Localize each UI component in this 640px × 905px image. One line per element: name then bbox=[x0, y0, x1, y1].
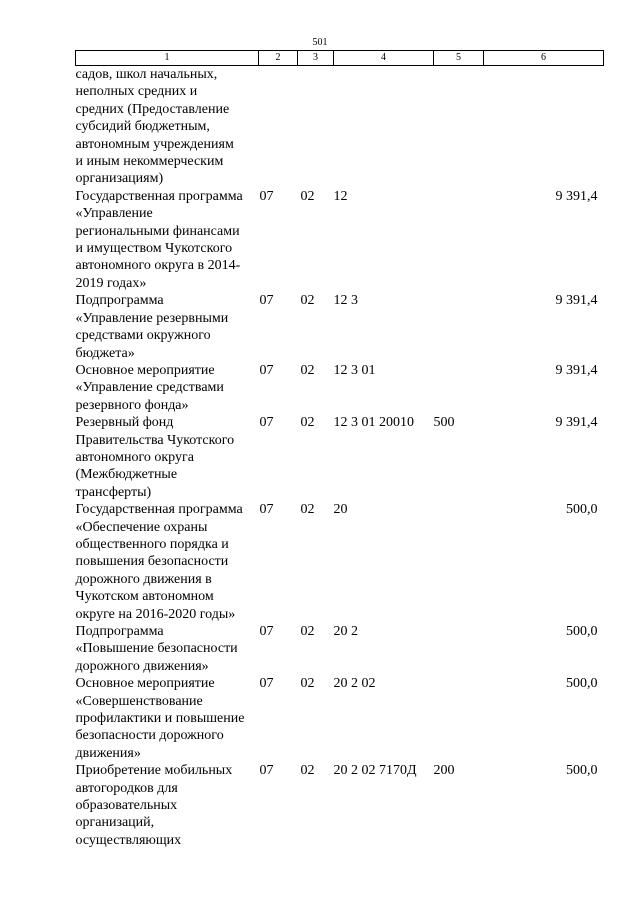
row-expense-type bbox=[434, 675, 484, 762]
row-expense-type bbox=[434, 66, 484, 188]
table-row bbox=[76, 675, 604, 762]
row-subsection-code: 02 bbox=[300, 188, 315, 204]
row-expense-type bbox=[434, 188, 484, 292]
table-row bbox=[76, 362, 604, 414]
row-expense-type: 200 bbox=[433, 763, 455, 779]
row-amount: 500,0 bbox=[566, 763, 598, 779]
row-amount: 9 391,4 bbox=[555, 415, 598, 431]
column-header: 1 bbox=[76, 51, 259, 66]
row-target-code: 20 2 02 bbox=[333, 676, 376, 692]
row-name: Резервный фонд Правительства Чукотского автономного округа (Межбюджетные трансферты) bbox=[75, 415, 235, 500]
row-target-code bbox=[334, 66, 434, 188]
row-subsection-code: 02 bbox=[300, 362, 315, 378]
row-amount: 500,0 bbox=[566, 502, 598, 518]
row-amount: 9 391,4 bbox=[555, 362, 598, 378]
row-amount: 9 391,4 bbox=[555, 293, 598, 309]
row-amount bbox=[484, 66, 604, 188]
row-name: Государственная программа «Управление региональными финансами и имуществом Чукотского автономного округа в 2014- 2019 годах» bbox=[75, 188, 243, 291]
row-expense-type bbox=[434, 623, 484, 675]
table-row bbox=[76, 292, 604, 362]
row-name: садов, школ начальных, неполных средних и средних (Предоставление субсидий бюджетным, автономным учреждениям и иным некоммерческим организациям) bbox=[75, 67, 234, 187]
header-row bbox=[76, 51, 604, 66]
column-header: 4 bbox=[334, 51, 434, 66]
row-name: Основное мероприятие «Управление средствами резервного фонда» bbox=[75, 362, 224, 413]
row-subsection-code: 02 bbox=[300, 676, 315, 692]
column-header: 6 bbox=[484, 51, 604, 66]
row-subsection-code: 02 bbox=[300, 763, 315, 779]
row-name: Подпрограмма «Управление резервными средствами окружного бюджета» bbox=[75, 293, 229, 361]
table-body bbox=[76, 66, 604, 850]
row-section-code: 07 bbox=[259, 676, 274, 692]
row-expense-type bbox=[434, 362, 484, 414]
row-section-code: 07 bbox=[259, 293, 274, 309]
column-header: 5 bbox=[434, 51, 484, 66]
column-header: 3 bbox=[298, 51, 334, 66]
row-target-code: 20 bbox=[333, 502, 348, 518]
table-row bbox=[76, 501, 604, 623]
row-target-code: 20 2 02 7170Д bbox=[333, 763, 417, 779]
row-target-code: 12 bbox=[333, 188, 348, 204]
row-name: Государственная программа «Обеспечение охраны общественного порядка и повышения безопасности дорожного движения в Чукотском автономном округе на 2016-2020 годы» bbox=[75, 502, 243, 622]
row-expense-type bbox=[434, 292, 484, 362]
row-section-code: 07 bbox=[259, 624, 274, 639]
row-section-code bbox=[259, 66, 298, 188]
row-section-code: 07 bbox=[259, 362, 274, 378]
column-header: 2 bbox=[259, 51, 298, 66]
row-amount: 500,0 bbox=[566, 676, 598, 692]
row-name: Приобретение мобильных автогородков для образовательных организаций, осуществляющих bbox=[75, 763, 233, 848]
row-name: Основное мероприятие «Совершенствование профилактики и повышение безопасности дорожного движения» bbox=[75, 676, 245, 761]
row-subsection-code: 02 bbox=[300, 502, 315, 518]
row-subsection-code: 02 bbox=[300, 293, 315, 309]
row-target-code: 12 3 01 20010 bbox=[333, 415, 414, 431]
row-target-code: 12 3 bbox=[333, 293, 358, 309]
table-row bbox=[76, 623, 604, 675]
row-section-code: 07 bbox=[259, 188, 274, 204]
row-name: Подпрограмма «Повышение безопасности дорожного движения» bbox=[75, 624, 238, 674]
row-amount: 500,0 bbox=[566, 624, 598, 639]
row-target-code: 12 3 01 bbox=[333, 362, 376, 378]
row-expense-type: 500 bbox=[433, 415, 455, 431]
table-row bbox=[76, 188, 604, 292]
table-row bbox=[76, 762, 604, 849]
table-row bbox=[76, 414, 604, 501]
row-subsection-code bbox=[298, 66, 334, 188]
row-expense-type bbox=[434, 501, 484, 623]
row-section-code: 07 bbox=[259, 415, 274, 431]
row-subsection-code: 02 bbox=[300, 415, 315, 431]
row-section-code: 07 bbox=[259, 502, 274, 518]
budget-table bbox=[75, 50, 604, 849]
page-number: 501 bbox=[312, 37, 328, 48]
row-section-code: 07 bbox=[259, 763, 274, 779]
table-row bbox=[76, 66, 604, 188]
row-target-code: 20 2 bbox=[333, 624, 358, 639]
table-header bbox=[76, 51, 604, 66]
row-amount: 9 391,4 bbox=[555, 188, 598, 204]
row-subsection-code: 02 bbox=[300, 624, 315, 639]
